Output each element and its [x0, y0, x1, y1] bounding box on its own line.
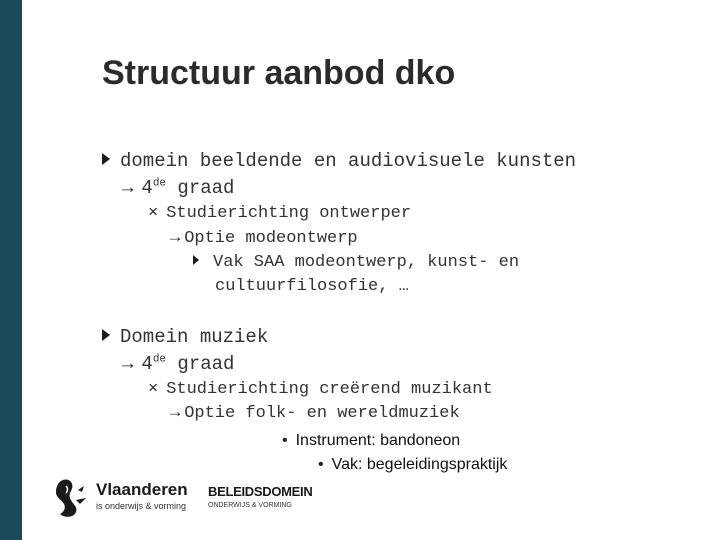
org-tagline: is onderwijs & vorming: [96, 501, 187, 511]
org-name: Vlaanderen: [96, 480, 188, 499]
triangle-bullet-icon: [102, 153, 110, 165]
domain-name: BELEIDSDOMEIN: [208, 484, 313, 499]
bullet-instrument: • Instrument: bandoneon: [282, 432, 461, 449]
domain-sub: ONDERWIJS & VORMING: [208, 502, 292, 509]
triangle-bullet-icon: [193, 255, 199, 265]
arrow-bullet-icon: →: [170, 229, 181, 248]
domain-heading: Domein muziek: [120, 326, 269, 348]
triangle-bullet-icon: [102, 329, 110, 341]
dot-bullet-icon: •: [282, 432, 288, 449]
bullet-domain-visual-arts: [102, 150, 576, 172]
slide-title: Structuur aanbod dko: [102, 54, 456, 92]
dot-bullet-icon: •: [318, 456, 324, 473]
arrow-bullet-icon: →: [170, 404, 181, 423]
domain-heading: domein beeldende en audiovisuele kunsten: [120, 150, 577, 172]
cross-bullet-icon: ×: [148, 380, 159, 399]
arrow-bullet-icon: →: [122, 177, 134, 199]
bullet-grade-2: → 4de graad: [122, 353, 235, 375]
bullet-grade-1: → 4de graad: [122, 177, 235, 199]
bullet-option-1: → Optie modeontwerp: [170, 229, 358, 248]
bullet-study-2: × Studierichting creërend muzikant: [148, 380, 493, 399]
sidebar-accent-bar: [0, 0, 22, 540]
bullet-subject-2: • Vak: begeleidingspraktijk: [318, 456, 508, 473]
subject-continuation-1: cultuurfilosofie, …: [215, 277, 409, 296]
arrow-bullet-icon: →: [122, 353, 134, 375]
cross-bullet-icon: ×: [148, 204, 159, 223]
bullet-study-1: × Studierichting ontwerper: [148, 204, 412, 223]
vlaanderen-logo: [52, 476, 332, 520]
bullet-option-2: → Optie folk- en wereldmuziek: [170, 404, 460, 423]
bullet-domain-music: [102, 326, 268, 348]
bullet-subject-1: Vak SAA modeontwerp, kunst- en: [193, 253, 519, 272]
